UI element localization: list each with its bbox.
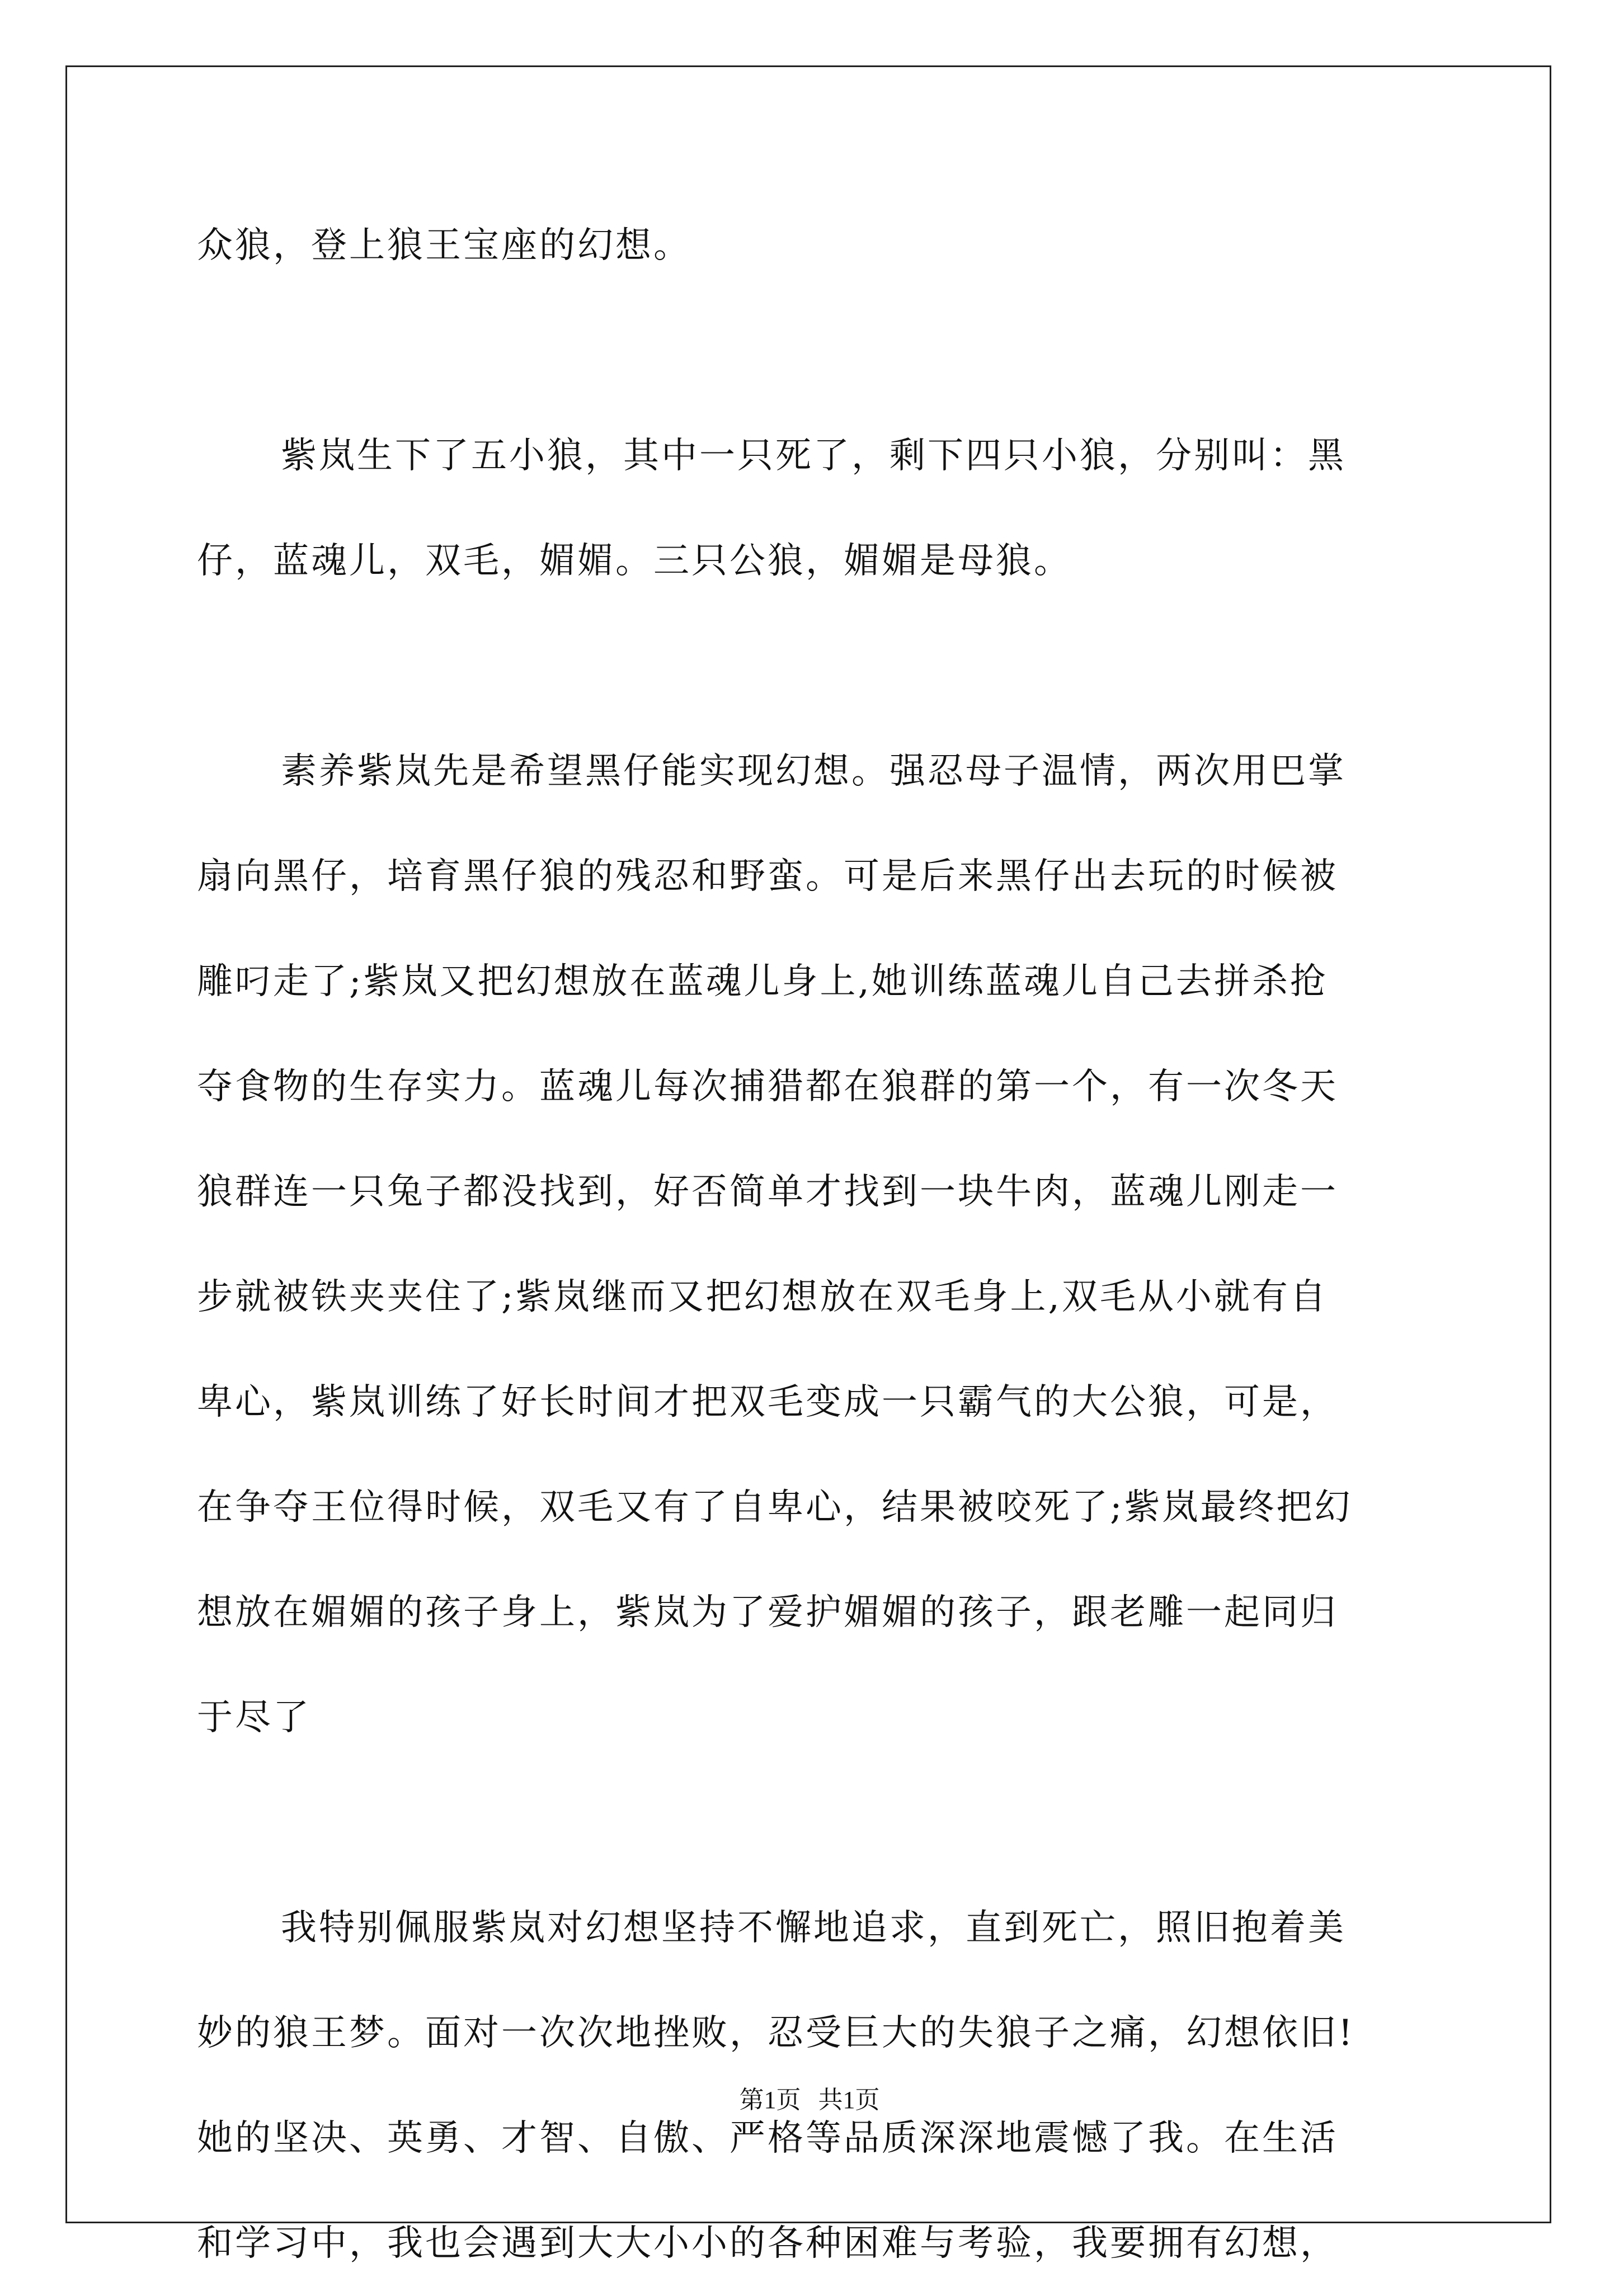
text-line: 我特别佩服紫岚对幻想坚持不懈地追求，直到死亡，照旧抱着美 (281, 1907, 1346, 1949)
text-line: 雕叼走了;紫岚又把幻想放在蓝魂儿身上,她训练蓝魂儿自己去拼杀抢 (197, 961, 1328, 1002)
text-line: 和学习中，我也会遇到大大小小的各种困难与考验，我要拥有幻想， (197, 2223, 1338, 2264)
text-line: 妙的狼王梦。面对一次次地挫败，忍受巨大的失狼子之痛，幻想依旧! (197, 2012, 1355, 2054)
text-line: 在争夺王位得时候，双毛又有了自卑心，结果被咬死了;紫岚最终把幻 (197, 1487, 1353, 1528)
text-line: 扇向黑仔，培育黑仔狼的残忍和野蛮。可是后来黑仔出去玩的时候被 (197, 856, 1338, 897)
text-line: 步就被铁夹夹住了;紫岚继而又把幻想放在双毛身上,双毛从小就有自 (197, 1276, 1328, 1318)
text-line: 她的坚决、英勇、才智、自傲、严格等品质深深地震憾了我。在生活 (197, 2118, 1338, 2159)
paragraph-gap (197, 614, 1428, 719)
page-number: 第1页 (739, 2086, 801, 2114)
paragraph-gap (197, 298, 1428, 403)
text-line: 众狼，登上狼王宝座的幻想。 (197, 225, 691, 266)
text-line: 紫岚生下了五小狼，其中一只死了，剩下四只小狼，分别叫：黑 (281, 435, 1346, 477)
text-line: 狼群连一只兔子都没找到，好否简单才找到一块牛肉，蓝魂儿刚走一 (197, 1171, 1338, 1213)
text-line: 想放在媚媚的孩子身上，紫岚为了爱护媚媚的孩子，跟老雕一起同归 (197, 1592, 1338, 1633)
document-body (197, 193, 1428, 2296)
text-line: 仔，蓝魂儿，双毛，媚媚。三只公狼，媚媚是母狼。 (197, 540, 1072, 582)
text-line: 夺食物的生存实力。蓝魂儿每次捕猎都在狼群的第一个，有一次冬天 (197, 1066, 1338, 1107)
page-total: 共1页 (818, 2086, 880, 2114)
text-line: 卑心，紫岚训练了好长时间才把双毛变成一只霸气的大公狼，可是， (197, 1382, 1338, 1423)
text-line: 于尽了 (197, 1697, 311, 1738)
text-line: 素养紫岚先是希望黑仔能实现幻想。强忍母子温情，两次用巴掌 (281, 751, 1346, 792)
page-footer (0, 2080, 1619, 2115)
paragraph-gap (197, 1770, 1428, 1875)
